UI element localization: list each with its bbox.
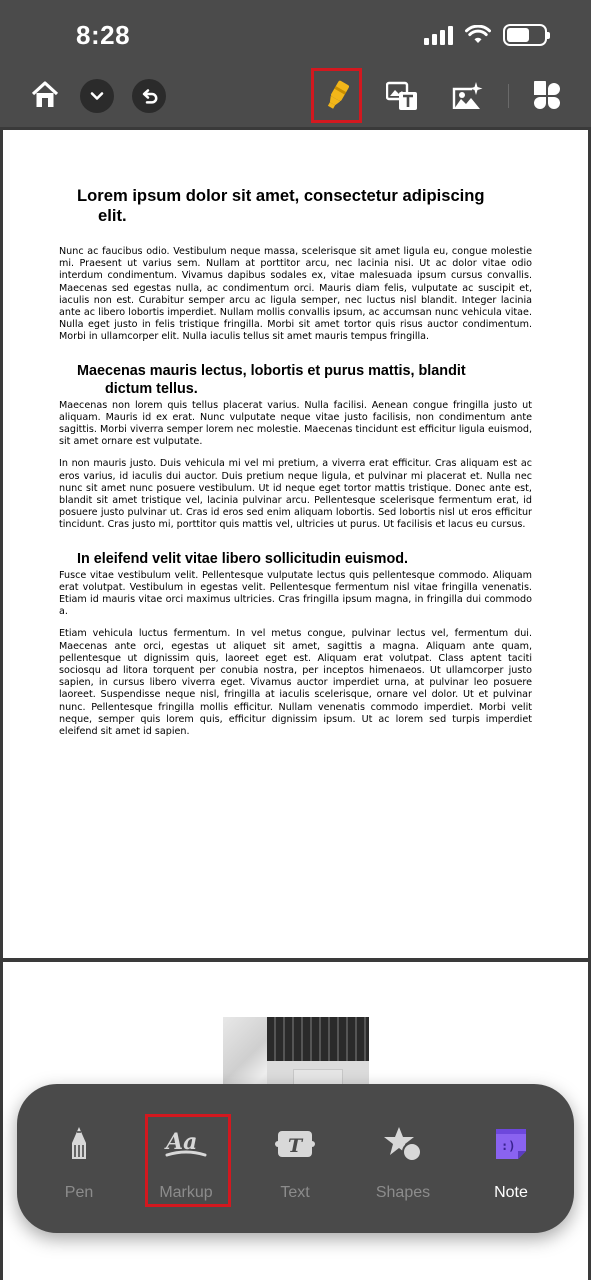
shapes-tool[interactable]: [353, 1084, 453, 1233]
note-tool[interactable]: [461, 1084, 561, 1233]
sticky-note-icon: [489, 1122, 533, 1166]
text-label: Text: [280, 1184, 310, 1201]
toolbar-divider: [508, 84, 509, 108]
active-tool-highlight: [311, 68, 362, 123]
image-text-button[interactable]: [384, 78, 420, 114]
wifi-icon: [465, 25, 491, 45]
markup-label: Markup: [159, 1184, 213, 1201]
battery-level: [507, 28, 529, 42]
apps-menu-button[interactable]: [529, 78, 565, 114]
undo-button[interactable]: [132, 79, 166, 113]
svg-text::): :): [501, 1139, 516, 1153]
document-page-1[interactable]: [3, 130, 588, 958]
title-line-1: Lorem ipsum dolor sit amet, consectetur adipiscing: [77, 186, 485, 205]
section-heading-2: In eleifend velit vitae libero sollicitudin euismod.: [77, 550, 409, 567]
pen-label: Pen: [64, 1184, 94, 1201]
page-content: [59, 186, 532, 748]
paragraph-5: Etiam vehicula luctus fermentum. In vel metus congue, pulvinar lectus vel, fermentum dui. Maecenas ante orci, egestas ut aliquet sit amet, sagittis a magna. Aliquam ante quam, pellentesque ut dignissim quis, laoreet eget est. Aliquam erat volutpat. Class aptent taciti sociosqu ad litora torquent per conubia nostra, per inceptos himenaeos. Ut ullamcorper justo sapien, in cursus libero viverra eget. Vivamus auctor imperdiet urna, at pulvinar leo posuere laoreet. Suspendisse neque nisl, fringilla at iaculis scelerisque, ornare vel dolor. Ut et pulvinar nunc. Pellentesque fringilla mollis efficitur. Nullam venenatis commodo imperdiet. Morbi velit neque, semper quis lorem quis, efficitur dignissim ipsum. Ut ac lorem sed turpis imperdiet eleifend sit amet id sapien.: [59, 628, 532, 738]
status-time: 8:28: [76, 20, 131, 50]
heading-1-line-2: dictum tellus.: [105, 380, 198, 397]
photo-keyboard: [267, 1017, 369, 1061]
pen-icon: [57, 1122, 101, 1166]
section-heading-1: [59, 362, 532, 398]
text-tool[interactable]: [245, 1084, 345, 1233]
cellular-signal-icon: [424, 25, 453, 45]
paragraph-3: In non mauris justo. Duis vehicula mi vel mi pretium, a viverra erat efficitur. Cras aliquam est ac eros varius, id iaculis dui auctor. Duis pretium neque ligula, et pulvinar mi placerat et. Nulla nec nunc sit amet nunc posuere vestibulum. Ut id neque eget tortor mattis tristique. Donec ante est, blandit sit amet tristique vel, lacinia pulvinar arcu. Pellentesque scelerisque fermentum erat, id posuere justo pulvinar ut. Cras id eros sed enim aliquam lobortis. Sed lobortis nisl ut eros efficitur tincidunt. Cras justo mi, porttitor quis mattis vel, ultricies ut purus. Ut facilisis et lacus eu cursus.: [59, 458, 532, 531]
top-toolbar: [0, 0, 591, 127]
battery-icon: [503, 24, 547, 46]
markup-selection-highlight: [145, 1114, 231, 1207]
dropdown-button[interactable]: [80, 79, 114, 113]
text-box-icon: [273, 1122, 317, 1166]
status-icons: [424, 24, 547, 46]
paragraph-2: Maecenas non lorem quis tellus placerat varius. Nulla facilisi. Aenean congue fringilla justo ut aliquam. Mauris id ex erat. Nunc vulputate neque vitae justo facilisis, non condimentum ante sagittis. Morbi viverra semper lorem nec molestie. Maecenas tincidunt est efficitur ligula euismod, sit amet ornare est vulputate.: [59, 399, 532, 448]
home-icon: [30, 80, 60, 110]
svg-text:T: T: [288, 1135, 303, 1157]
home-button[interactable]: [28, 78, 62, 112]
heading-1-line-1: Maecenas mauris lectus, lobortis et purus mattis, blandit: [77, 362, 466, 379]
undo-icon: [139, 86, 159, 106]
apps-grid-icon: [532, 81, 562, 111]
shapes-label: Shapes: [375, 1184, 431, 1201]
shapes-icon: [381, 1122, 425, 1166]
image-text-icon: [386, 81, 418, 111]
chevron-down-icon: [89, 88, 105, 104]
image-edit-button[interactable]: [450, 78, 486, 114]
image-sparkle-icon: [452, 81, 484, 111]
document-title: [59, 186, 532, 226]
note-label: Note: [494, 1184, 528, 1201]
svg-text:Aa: Aa: [166, 1129, 198, 1155]
markup-tool-panel: [17, 1084, 574, 1233]
paragraph-4: Fusce vitae vestibulum velit. Pellentesque vulputate lectus quis pellentesque commodo. Aliquam erat volutpat. Vestibulum in egestas velit. Pellentesque fermentum nisl vitae fringilla venenatis. Etiam id mauris vitae orci maximus ultricies. Cras fringilla ipsum magna, in fringilla dui commodo a.: [59, 569, 532, 618]
pen-tool[interactable]: [29, 1084, 129, 1233]
paragraph-1: Nunc ac faucibus odio. Vestibulum neque massa, scelerisque sit amet ligula eu, congue molestie mi. Praesent ut varius sem. Nullam at porttitor arcu, nec lacinia nisi. Ut ac dolor vitae odio interdum condimentum. Vivamus dapibus sodales ex, vitae malesuada ipsum cursus convallis. Maecenas sed egestas nulla, ac condimentum orci. Mauris diam felis, vulputate ac suscipit et, iaculis non est. Curabitur semper arcu ac ligula semper, nec luctus nisl blandit. Integer lacinia ante ac libero lobortis imperdiet. Nullam mollis convallis ipsum, ac accumsan nunc vehicula vitae. Nulla eget justo in felis tristique fringilla. Morbi sit amet tortor quis risus auctor condimentum. Morbi in ullamcorper elit. Nulla iaculis tellus sit amet mauris tempus fringilla.: [59, 246, 532, 343]
title-line-2: elit.: [98, 206, 127, 225]
